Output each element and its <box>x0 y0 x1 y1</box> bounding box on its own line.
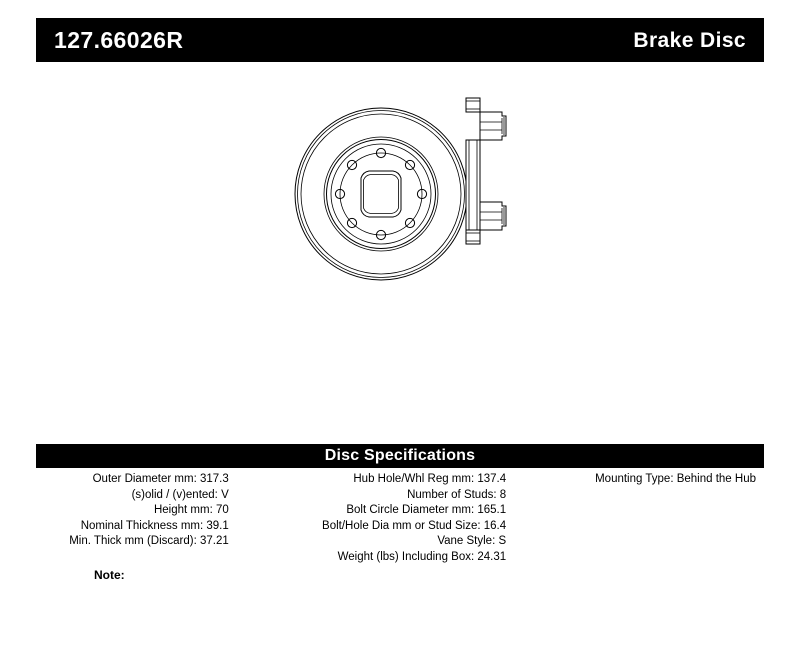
header-bar <box>36 18 764 62</box>
spec-hub-hole: Hub Hole/Whl Reg mm: 137.4 <box>353 473 507 485</box>
rotor-face-svg <box>291 104 471 284</box>
spec-title: Disc Specifications <box>36 444 764 468</box>
spec-number-of-studs: Number of Studs: 8 <box>407 488 507 501</box>
part-number: 127.66026R <box>54 26 184 53</box>
rotor-cross-section-view <box>456 92 526 292</box>
spec-vane-style: Vane Style: S <box>437 535 507 547</box>
spec-solid-vented: (s)olid / (v)ented: V <box>131 488 229 501</box>
spec-min-thickness: Min. Thick mm (Discard): 37.21 <box>69 535 229 547</box>
spec-height: Height mm: 70 <box>153 504 229 516</box>
rotor-section-svg <box>456 92 526 292</box>
product-type-label: Brake Disc <box>633 28 746 52</box>
spec-weight: Weight (lbs) Including Box: 24.31 <box>337 550 507 563</box>
spec-column-right <box>510 472 764 488</box>
spec-columns <box>36 472 764 565</box>
technical-drawing <box>36 70 764 430</box>
note-row <box>36 568 764 582</box>
spec-outer-diameter: Outer Diameter mm: 317.3 <box>92 473 229 485</box>
spec-column-middle <box>233 472 510 565</box>
spec-column-left <box>36 472 233 550</box>
spec-bolt-circle-diameter: Bolt Circle Diameter mm: 165.1 <box>346 504 507 516</box>
note-label: Note: <box>94 568 125 582</box>
spec-nominal-thickness: Nominal Thickness mm: 39.1 <box>80 519 229 532</box>
spec-mounting-type: Mounting Type: Behind the Hub <box>595 473 756 485</box>
spec-bolt-hole-dia: Bolt/Hole Dia mm or Stud Size: 16.4 <box>322 519 507 532</box>
rotor-face-view <box>291 104 471 284</box>
